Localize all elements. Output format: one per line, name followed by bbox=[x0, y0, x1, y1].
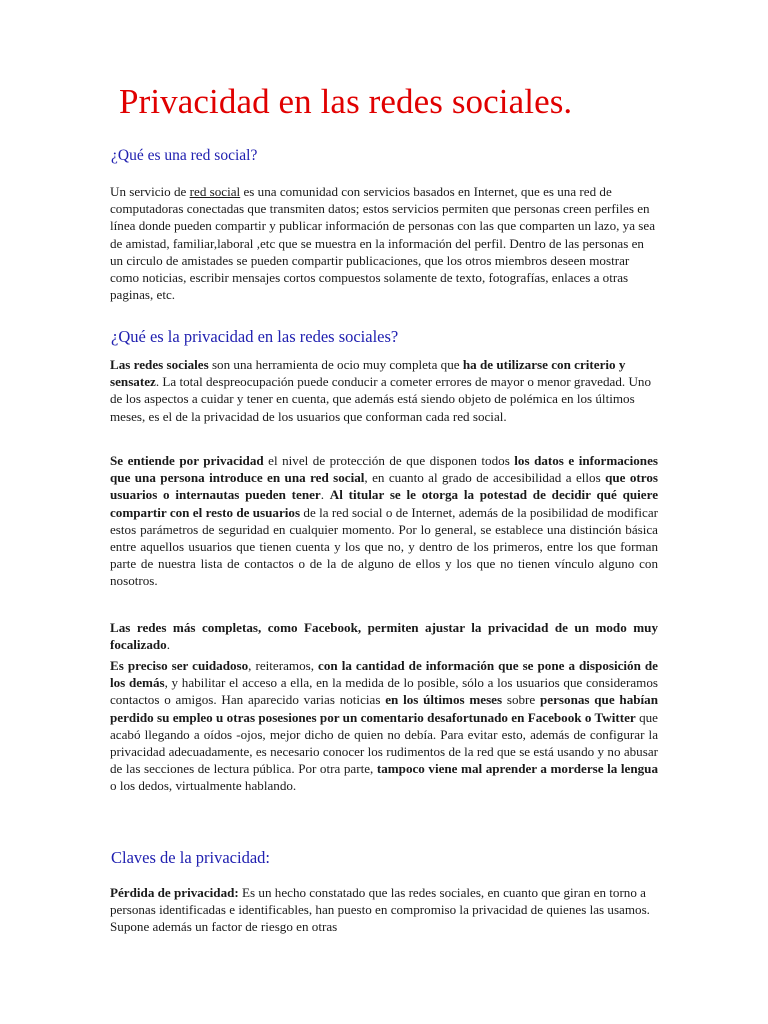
section-heading-what-is-privacy: ¿Qué es la privacidad en las redes sociales? bbox=[111, 327, 399, 346]
paragraph-facebook-privacy: Las redes más completas, como Facebook, permiten ajustar la privacidad de un modo muy focalizado. bbox=[110, 620, 658, 653]
document-title: Privacidad en las redes sociales. bbox=[119, 82, 573, 121]
paragraph-be-careful: Es preciso ser cuidadoso, reiteramos, con la cantidad de información que se pone a disposición de los demás, y habilitar el acceso a ella, en la medida de lo posible, sólo a los usuarios que consideramos contactos o amigos. Han aparecido varias noticias en los últimos meses sobre personas que habían perdido su empleo u otras posesiones por un comentario desafortunado en Facebook o Twitter que acabó llegando a oídos -ojos, mejor dicho de quien no debía. Para evitar esto, además de configurar la privacidad adecuadamente, es necesario conocer los rudimentos de la red que se está usando y no abusar de las secciones de lectura pública. Por otra parte, tampoco viene mal aprender a morderse la lengua o los dedos, virtualmente hablando. bbox=[110, 658, 658, 794]
paragraph-social-network-definition: Un servicio de red social es una comunidad con servicios basados en Internet, que es una red de computadoras conectadas que transmiten datos; estos servicios permiten que personas creen perfiles en línea donde pueden compartir y publicar información de personas con las que comparten un lazo, ya sea de amistad, familiar,laboral ,etc que se muestra en la información del perfil. Dentro de las personas en un circulo de amistades se pueden compartir publicaciones, que los otros miembros deseen mostrar como noticias, escribir mensajes cortos compuestos solamente de texto, fotografías, enlaces a otras paginas, etc. bbox=[110, 184, 656, 303]
paragraph-privacy-definition: Se entiende por privacidad el nivel de protección de que disponen todos los datos e informaciones que una persona introduce en una red social, en cuanto al grado de accesibilidad a ellos que otros usuarios o internautas pueden tener. Al titular se le otorga la potestad de decidir qué quiere compartir con el resto de usuarios de la red social o de Internet, además de la posibilidad de modificar estos parámetros de seguridad en cualquier momento. Por lo general, se establece una distinción básica entre aquellos usuarios que tienen cuenta y los que no, y dentro de los primeros, entre los que forman parte de nuestra lista de contactos o de la de alguno de ellos y los que no tienen vínculo alguno con nosotros. bbox=[110, 453, 659, 589]
paragraph-loss-of-privacy: Pérdida de privacidad: Es un hecho constatado que las redes sociales, en cuanto que giran en torno a personas identificadas e identificables, han puesto en compromiso la privacidad de quienes las usamos. Supone además un factor de riesgo en otras bbox=[110, 885, 650, 935]
section-heading-privacy-keys: Claves de la privacidad: bbox=[111, 848, 270, 867]
paragraph-social-networks-tool: Las redes sociales son una herramienta de ocio muy completa que ha de utilizarse con criterio y sensatez. La total despreocupación puede conducir a cometer errores de mayor o menor gravedad. Uno de los aspectos a cuidar y tener en cuenta, que además está siendo objeto de polémica en los últimos meses, es el de la privacidad de los usuarios que conforman cada red social. bbox=[110, 357, 651, 424]
section-heading-what-is-social-network: ¿Qué es una red social? bbox=[111, 147, 258, 164]
red-social-link[interactable]: red social bbox=[189, 184, 241, 199]
